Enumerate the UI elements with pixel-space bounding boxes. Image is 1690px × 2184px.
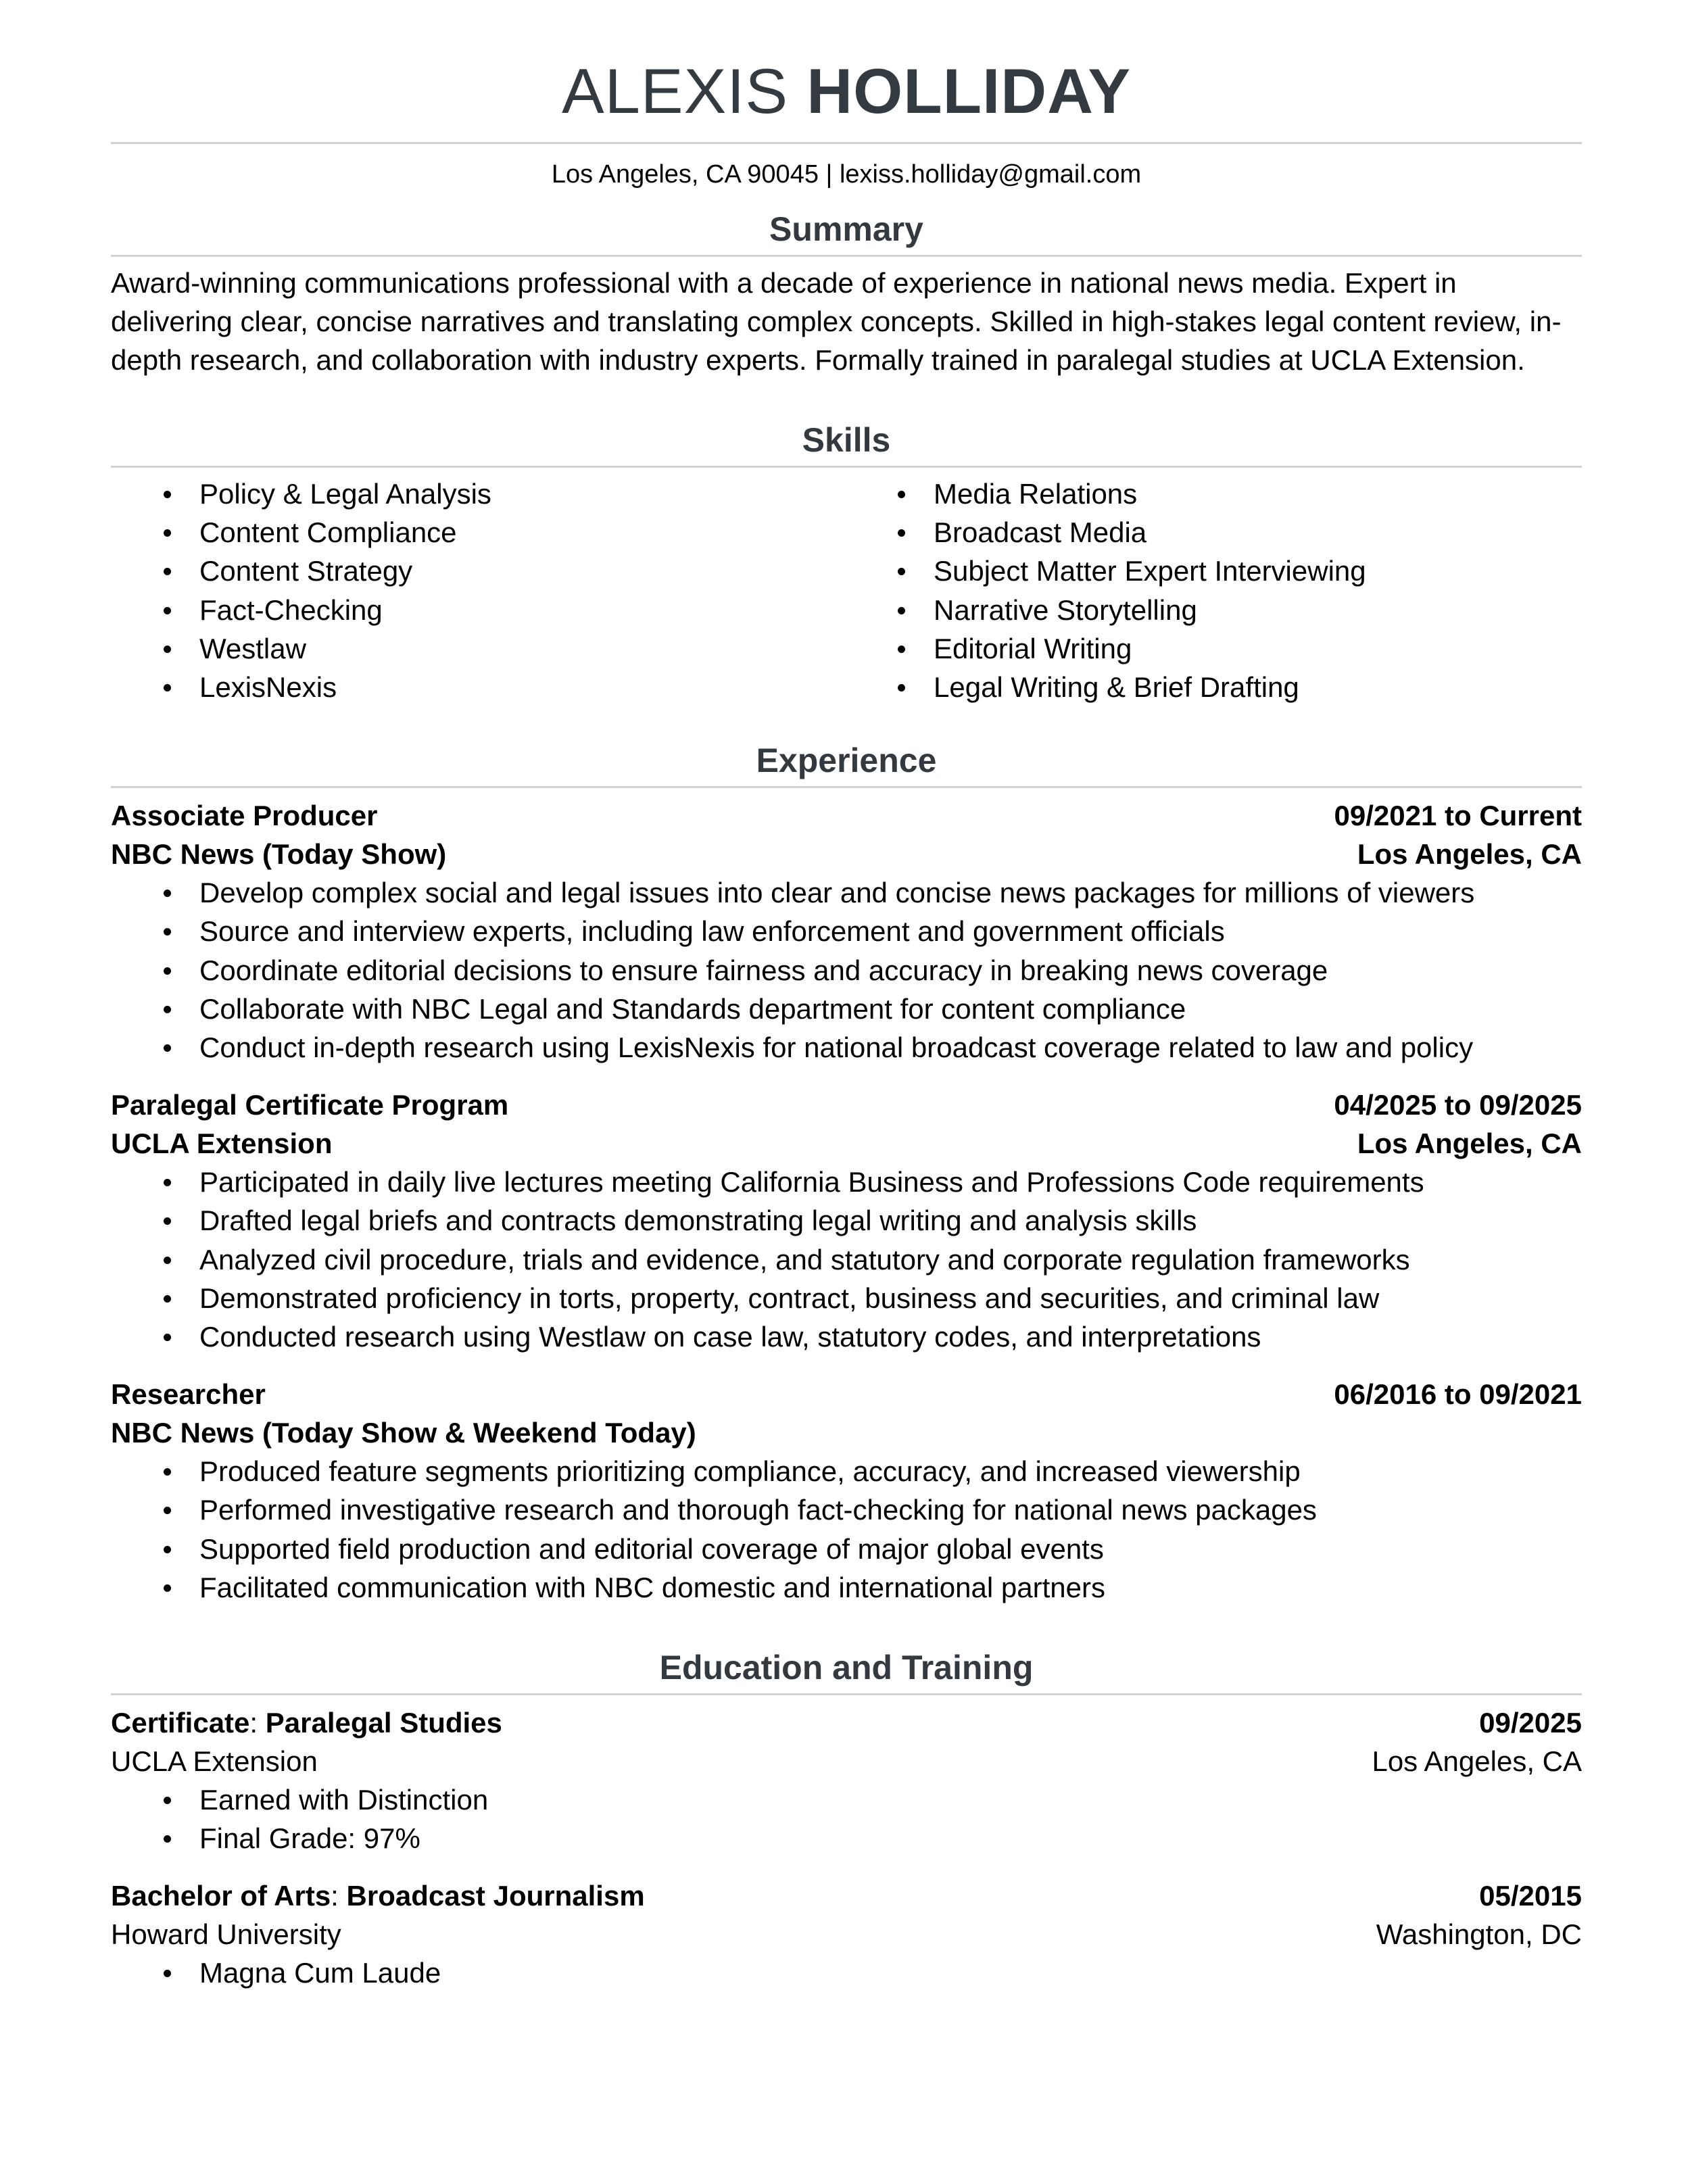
skill-item: Legal Writing & Brief Drafting: [845, 668, 1579, 706]
job-bullet: Develop complex social and legal issues into clear and concise news packages for millions of viewers: [111, 873, 1582, 912]
job-entry: [111, 796, 1582, 1067]
education-divider: [111, 1693, 1582, 1695]
skill-item: Narrative Storytelling: [845, 591, 1579, 629]
contact-line: Los Angeles, CA 90045 | lexiss.holliday@gmail.com: [551, 160, 1142, 189]
skill-item: Policy & Legal Analysis: [111, 475, 845, 513]
skill-item: Content Strategy: [111, 552, 845, 590]
education-school: UCLA Extension: [111, 1745, 318, 1778]
job-dates: 09/2021 to Current: [1334, 800, 1582, 832]
job-bullet: Facilitated communication with NBC domestic and international partners: [111, 1568, 1582, 1607]
summary-divider: [111, 255, 1582, 257]
job-bullet: Participated in daily live lectures meeting California Business and Professions Code requirements: [111, 1163, 1582, 1201]
job-bullet: Produced feature segments prioritizing compliance, accuracy, and increased viewership: [111, 1452, 1582, 1490]
education-school-row: [111, 1742, 1582, 1780]
education-header: [111, 1876, 1582, 1915]
skill-item: Broadcast Media: [845, 513, 1579, 552]
job-header: [111, 1375, 1582, 1413]
skills-section-header: [111, 420, 1582, 468]
education-bullets: [111, 1954, 1582, 1992]
job-bullet: Supported field production and editorial coverage of major global events: [111, 1530, 1582, 1568]
job-entry: [111, 1086, 1582, 1356]
candidate-name: [111, 54, 1582, 128]
skills-divider: [111, 466, 1582, 468]
job-bullet: Coordinate editorial decisions to ensure fairness and accuracy in breaking news coverage: [111, 951, 1582, 990]
education-separator: :: [249, 1707, 266, 1739]
job-header: [111, 796, 1582, 835]
job-title: Paralegal Certificate Program: [111, 1089, 509, 1121]
skill-item: Subject Matter Expert Interviewing: [845, 552, 1579, 590]
job-org: UCLA Extension: [111, 1127, 333, 1160]
job-org: NBC News (Today Show & Weekend Today): [111, 1417, 696, 1449]
job-bullet: Demonstrated proficiency in torts, property, contract, business and securities, and criminal law: [111, 1279, 1582, 1317]
education-bullets: [111, 1780, 1582, 1858]
education-degree-line: [111, 1876, 645, 1915]
skills-title: Skills: [802, 421, 891, 459]
education-location: Los Angeles, CA: [1372, 1745, 1582, 1778]
job-org-row: [111, 835, 1582, 873]
job-org: NBC News (Today Show): [111, 838, 447, 871]
education-location: Washington, DC: [1376, 1918, 1582, 1951]
experience-section-header: [111, 740, 1582, 788]
header-divider: [111, 142, 1582, 144]
summary-section-header: [111, 209, 1582, 257]
education-bullet: Final Grade: 97%: [111, 1819, 1582, 1858]
experience-title: Experience: [756, 742, 937, 780]
skills-list: [111, 475, 1582, 706]
job-org-row: [111, 1413, 1582, 1452]
experience-divider: [111, 786, 1582, 788]
education-bullet: Magna Cum Laude: [111, 1954, 1582, 1992]
job-title: Researcher: [111, 1378, 266, 1411]
education-header: [111, 1703, 1582, 1742]
last-name: HOLLIDAY: [806, 55, 1132, 126]
education-degree: Certificate: [111, 1707, 250, 1739]
job-header: [111, 1086, 1582, 1124]
skills-column-right: [845, 475, 1579, 706]
education-list: [111, 1703, 1582, 1993]
first-name: ALEXIS: [561, 55, 789, 126]
education-field: Broadcast Journalism: [346, 1880, 645, 1912]
job-dates: 06/2016 to 09/2021: [1334, 1378, 1582, 1411]
education-title: Education and Training: [659, 1649, 1034, 1687]
job-bullets: [111, 873, 1582, 1067]
skill-item: Content Compliance: [111, 513, 845, 552]
job-bullet: Collaborate with NBC Legal and Standards department for content compliance: [111, 990, 1582, 1028]
job-bullet: Source and interview experts, including law enforcement and government officials: [111, 912, 1582, 950]
education-bullet: Earned with Distinction: [111, 1780, 1582, 1819]
job-location: Los Angeles, CA: [1357, 1127, 1582, 1160]
skill-item: LexisNexis: [111, 668, 845, 706]
skills-column-left: [111, 475, 845, 706]
job-dates: 04/2025 to 09/2025: [1334, 1089, 1582, 1121]
education-section-header: [111, 1647, 1582, 1695]
job-bullet: Conducted research using Westlaw on case law, statutory codes, and interpretations: [111, 1317, 1582, 1356]
education-separator: :: [331, 1880, 347, 1912]
education-entry: [111, 1703, 1582, 1858]
summary-text: Award-winning communications professional with a decade of experience in national news media. Expert in delivering clear, concise narratives and translating complex concepts. Skilled in high-stakes legal content review, in-depth research, and collaboration with industry experts. Formally trained in paralegal studies at UCLA Extension.: [111, 267, 1562, 376]
skill-item: Westlaw: [111, 629, 845, 668]
education-field: Paralegal Studies: [265, 1707, 502, 1739]
job-title: Associate Producer: [111, 800, 378, 832]
job-bullets: [111, 1452, 1582, 1607]
job-location: Los Angeles, CA: [1357, 838, 1582, 871]
resume-page: [111, 0, 1582, 1993]
skill-item: Editorial Writing: [845, 629, 1579, 668]
skill-item: Media Relations: [845, 475, 1579, 513]
job-bullet: Drafted legal briefs and contracts demonstrating legal writing and analysis skills: [111, 1201, 1582, 1240]
education-date: 09/2025: [1479, 1707, 1582, 1739]
education-degree-line: [111, 1703, 502, 1742]
experience-list: [111, 796, 1582, 1607]
education-school: Howard University: [111, 1918, 341, 1951]
job-org-row: [111, 1124, 1582, 1163]
job-bullets: [111, 1163, 1582, 1356]
job-bullet: Performed investigative research and thorough fact-checking for national news packages: [111, 1490, 1582, 1529]
job-entry: [111, 1375, 1582, 1607]
summary-title: Summary: [769, 210, 923, 248]
skill-item: Fact-Checking: [111, 591, 845, 629]
education-date: 05/2015: [1479, 1880, 1582, 1912]
education-school-row: [111, 1915, 1582, 1954]
education-entry: [111, 1876, 1582, 1992]
education-degree: Bachelor of Arts: [111, 1880, 331, 1912]
job-bullet: Conduct in-depth research using LexisNexis for national broadcast coverage related to law and policy: [111, 1028, 1582, 1067]
job-bullet: Analyzed civil procedure, trials and evidence, and statutory and corporate regulation frameworks: [111, 1240, 1582, 1279]
